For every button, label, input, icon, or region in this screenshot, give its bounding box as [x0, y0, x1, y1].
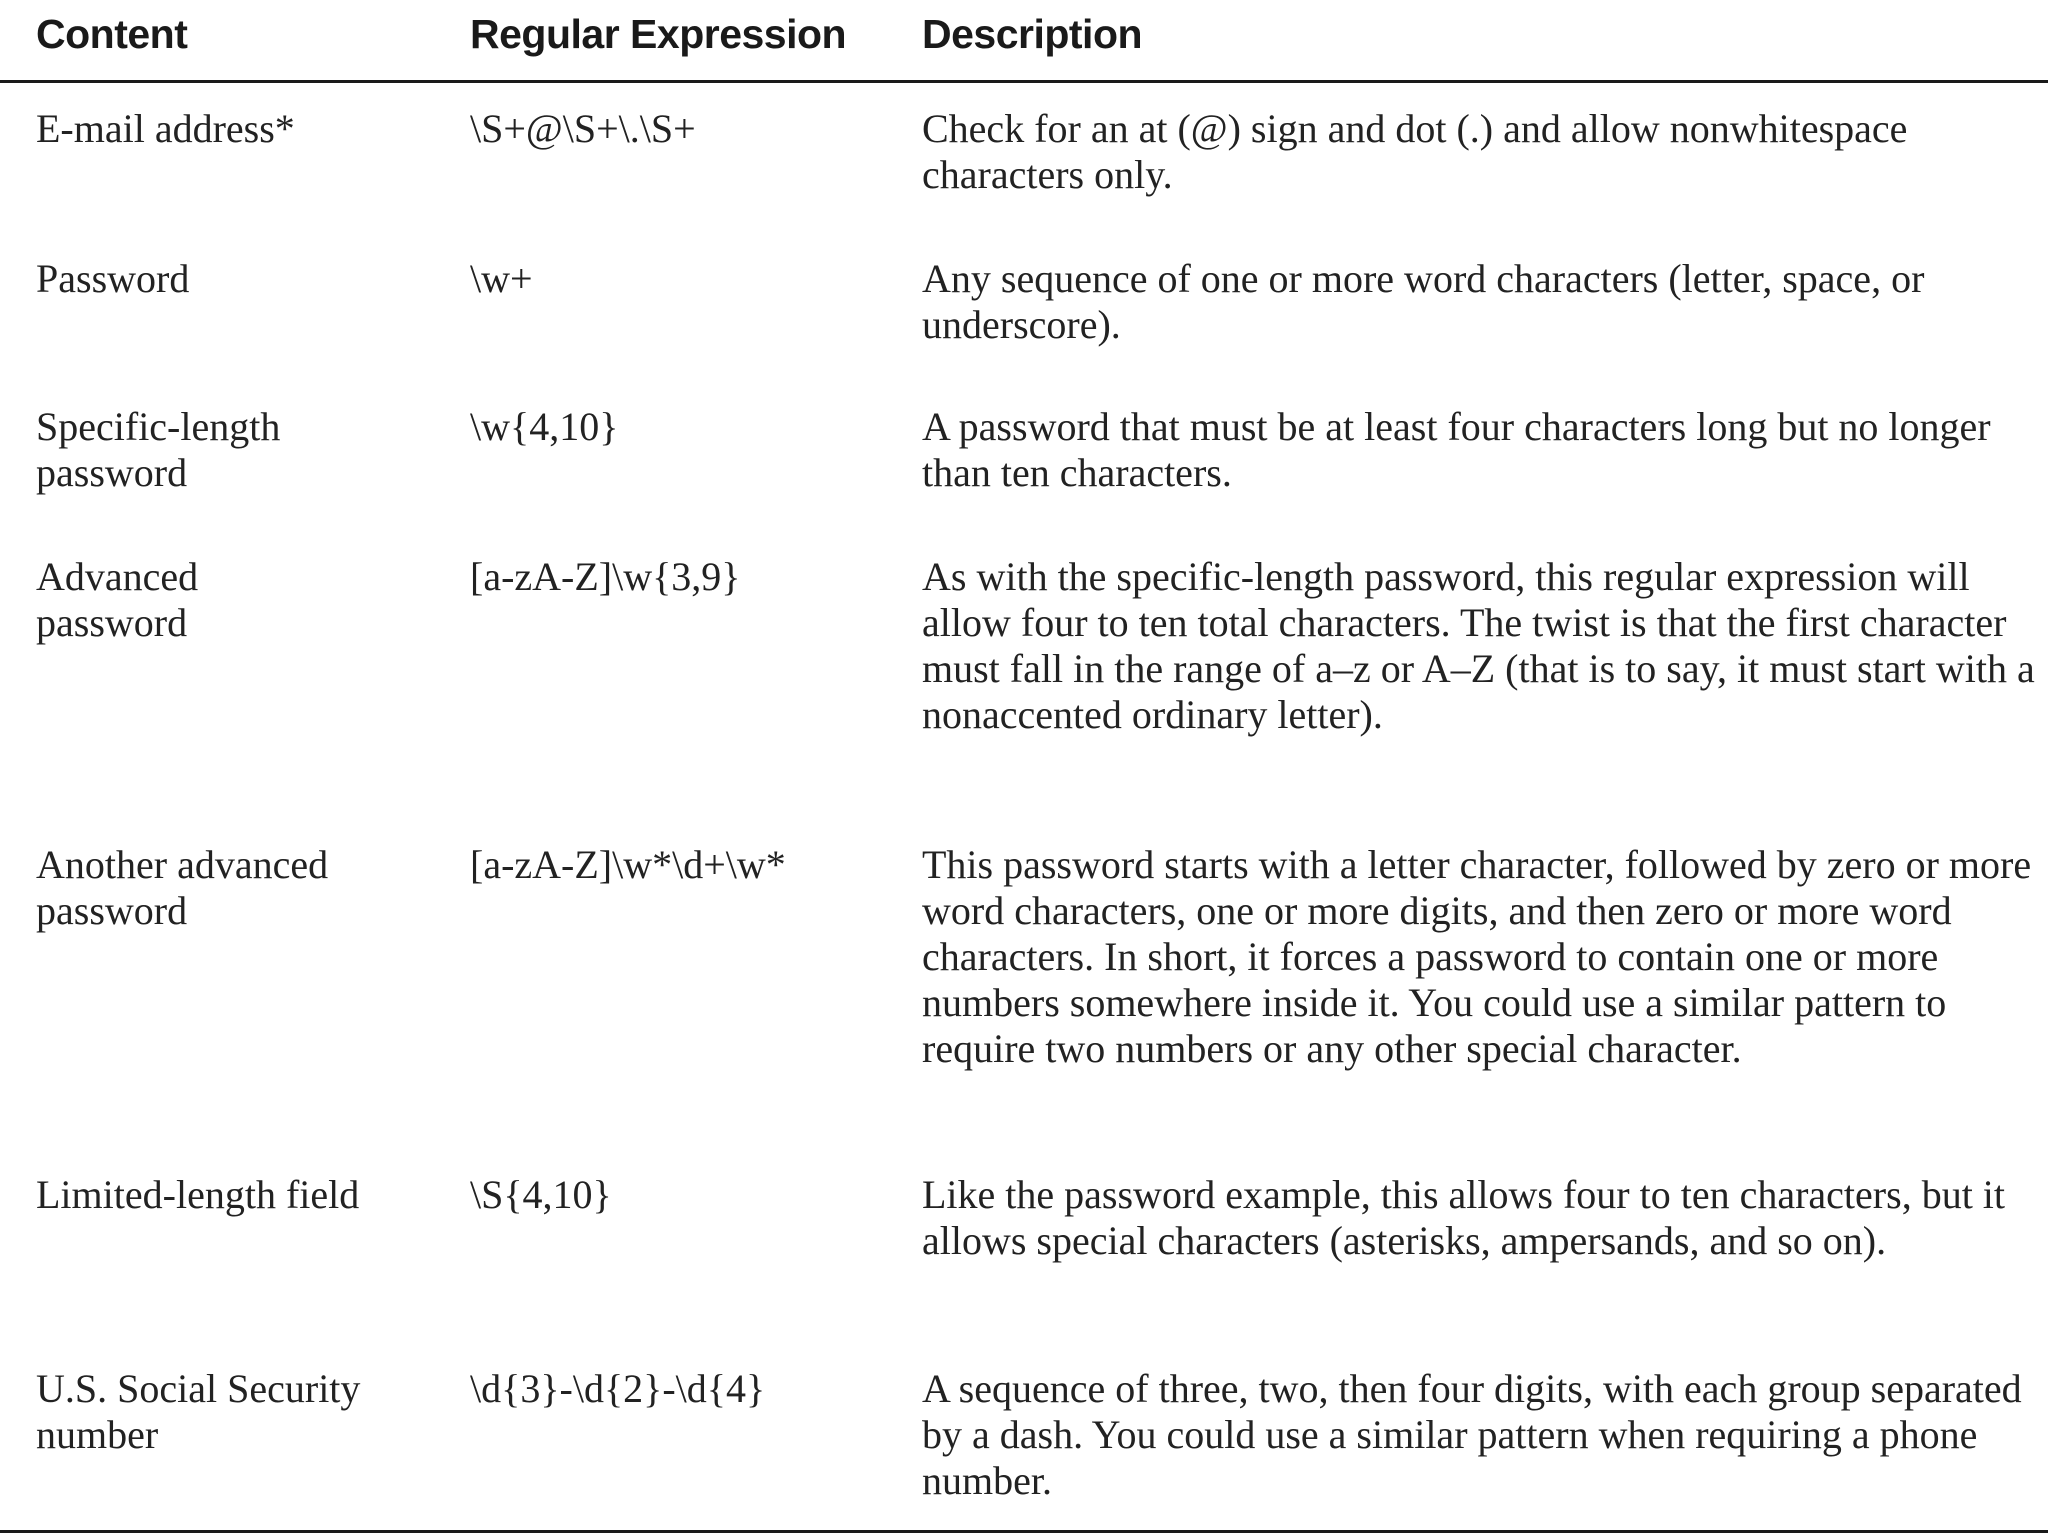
row-description: Any sequence of one or more word characters (letter, space, or underscore).: [922, 256, 1925, 347]
row-description: Like the password example, this allows four to ten characters, but it allows special characters (asterisks, ampersands, and so on).: [922, 1172, 2006, 1263]
row-description: As with the specific-length password, this regular expression will allow four to ten total characters. The twist is that the first character must fall in the range of a–z or A–Z (that is to say, it must start with a nonaccented ordinary letter).: [922, 554, 2035, 737]
row-content: Limited-length field: [36, 1172, 360, 1217]
row-description: A sequence of three, two, then four digits, with each group separated by a dash. You could use a similar pattern when requiring a phone number.: [922, 1366, 2022, 1503]
table-header: [0, 0, 2048, 83]
header-content: Content: [36, 11, 188, 57]
row-description: This password starts with a letter character, followed by zero or more word characters, one or more digits, and then zero or more word characters. In short, it forces a password to contain one or more numbers somewhere inside it. You could use a similar pattern to require two numbers or any other special character.: [922, 842, 2032, 1071]
row-content: Password: [36, 256, 190, 301]
header-description: Description: [922, 11, 1143, 57]
row-description: Check for an at (@) sign and dot (.) and allow nonwhitespace characters only.: [922, 106, 1908, 197]
header-regular-expression: Regular Expression: [470, 11, 847, 57]
row-regex: [a-zA-Z]\w*\d+\w*: [470, 842, 786, 887]
row-content: U.S. Social Security number: [36, 1366, 361, 1457]
table-bottom-rule: [0, 1530, 2048, 1533]
row-regex: \d{3}-\d{2}-\d{4}: [470, 1366, 766, 1411]
row-content: Advanced password: [36, 554, 199, 645]
row-description: A password that must be at least four characters long but no longer than ten characters.: [922, 404, 1991, 495]
row-content: Another advanced password: [36, 842, 329, 933]
row-regex: \w+: [470, 256, 533, 301]
row-regex: \w{4,10}: [470, 404, 619, 449]
row-regex: [a-zA-Z]\w{3,9}: [470, 554, 741, 599]
row-content: E-mail address*: [36, 106, 295, 151]
row-regex: \S{4,10}: [470, 1172, 612, 1217]
row-regex: \S+@\S+\.\S+: [470, 106, 696, 151]
row-content: Specific-length password: [36, 404, 281, 495]
